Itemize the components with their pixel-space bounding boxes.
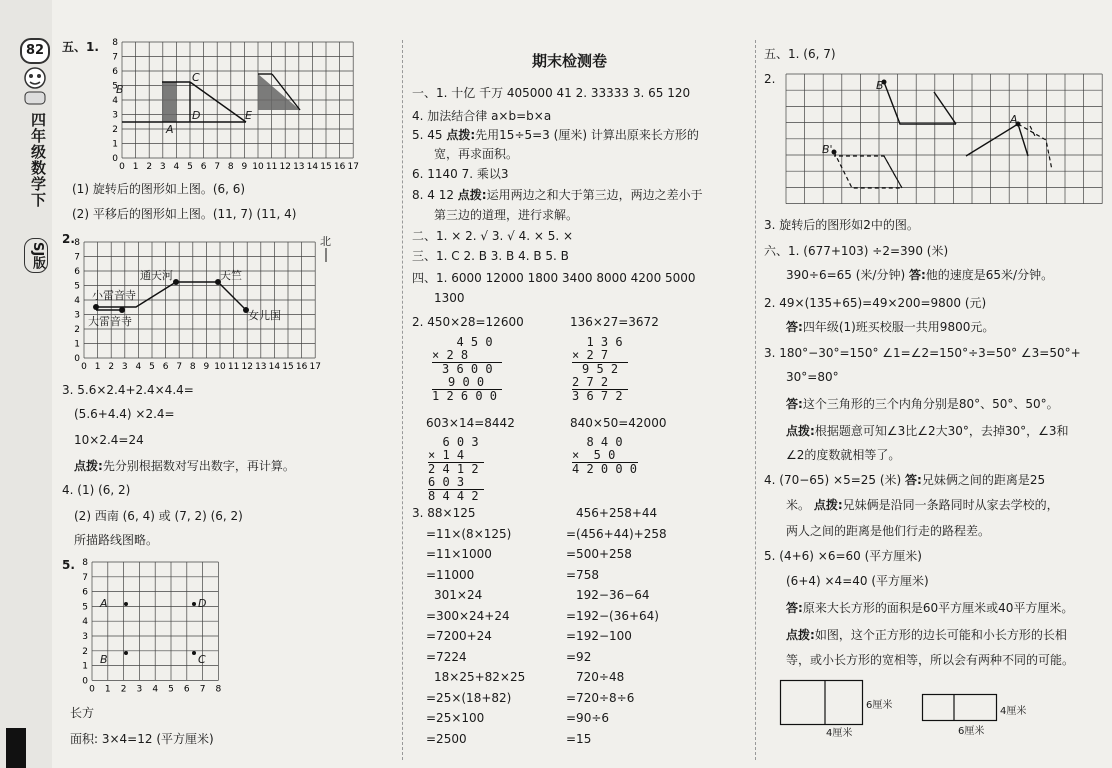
calc-d-row: × 5 0 [572,449,638,463]
right-line-6: 2. 49×(135+65)=49×200=9800 (元) [764,296,987,310]
calc-step: =15 [566,731,592,746]
grid-tick-label: 4 [74,296,80,306]
grid-tick-label: 17 [309,362,321,372]
grid-tick-label: 12 [279,162,291,172]
calc-c-title: 603×14=8442 [426,416,515,430]
grid-tick-label: 16 [333,162,346,172]
calc-step: =11×(8×125) [426,526,512,541]
grid-tick-label: 8 [189,362,196,372]
right-line-13-pre: 4. (70−65) ×5=25 (米) [764,473,906,487]
grid4-point-a: A [1010,113,1018,126]
grid-tick-label: 2 [108,362,115,372]
section-five-q1-label: 五、1. [62,40,99,54]
fig1-bottom-label: 4厘米 [826,728,853,739]
grid-tick-label: 7 [214,162,221,172]
right-line-14-post: 兄妹俩是沿同一条路同时从家去学校的， [842,498,1059,512]
grid-tick-label: 6 [183,684,190,695]
grid-tick-label: 5 [149,362,155,372]
mid-line-3-post: 先用15÷5=3 (厘米) 计算出原来长方形的 [475,128,699,142]
grid-tick-label: 8 [82,558,88,568]
grid-tick-label: 6 [112,67,118,77]
grid-tick-label: 5 [112,81,118,92]
q3-tip [74,459,295,474]
grid-tick-label: 11 [227,362,240,372]
mid-line-7: 第三边的道理，进行求解。 [434,208,579,222]
right-line-20: 等，或小长方形的宽相等，所以会有两种不同的可能。 [786,653,1075,667]
grid-tick-label: 5 [82,602,88,613]
grid-tick-label: 12 [241,362,253,372]
grid-tick-label: 6 [200,162,207,172]
grid-tick-label: 4 [112,96,118,106]
calc-step: =300×24+24 [426,608,510,623]
calc-step: =25×100 [426,711,485,725]
grid-tick-label: 15 [320,162,332,172]
right-line-7-ans: 答: [786,320,803,334]
q3-tip-text: 先分别根据数对写出数字，再计算。 [102,459,295,473]
grid-tick-label: 10 [214,362,226,372]
grid-tick-label: 4 [173,162,180,172]
grid-tick-label: 10 [252,162,264,172]
right-line-13 [764,473,1045,488]
calc-step: =(456+44)+258 [566,526,667,541]
rectangle-figure-1 [780,680,864,726]
q2-label: 2. [62,232,75,246]
calc-a-row: 1 2 6 0 0 [432,389,498,403]
grid-tick-label: 6 [82,587,88,598]
calc-d-row: 8 4 0 [572,435,623,449]
calc-step: 18×25+82×25 [434,670,526,684]
mid-line-2: 4. 加法结合律 a×b=b×a [412,109,552,123]
left-divider [402,40,403,760]
middle-column [404,0,754,768]
calc-step: =500+258 [566,547,632,561]
calc-step: =90÷6 [566,711,610,725]
right-line-7 [786,320,994,335]
rectangle-grid [74,556,244,696]
calc-a-row: 9 0 0 [432,376,502,390]
right-line-14-tip: 点拨: [813,498,843,512]
calc-step: =7200+24 [426,629,492,643]
mid-line-6 [412,188,703,203]
grid-tick-label: 0 [89,684,95,695]
map-label-daleiyinsi: 大雷音寺 [88,315,132,328]
calc-step: =92 [566,649,592,664]
mascot-logo-icon [20,64,50,108]
q3-line-2: (5.6+4.4) ×2.4= [74,407,175,421]
calc-a-row: × 2 8 [432,349,502,363]
grid-tick-label: 7 [112,52,118,63]
calc-step: 3. 88×125 [412,506,476,520]
right-line-14-pre: 米。 [786,498,814,512]
right-line-18 [786,601,1073,616]
route-map-grid [74,240,344,380]
q1-note-1: (1) 旋转后的图形如上图。(6, 6) [72,182,246,196]
grid-tick-label: 15 [282,362,294,372]
grid-tick-label: 3 [159,162,166,172]
right-line-19-post: 如图，这个正方形的边长可能和小长方形的长相 [814,628,1067,642]
map-label-nvrguo: 女儿国 [248,309,281,322]
grid-tick-label: 1 [74,339,80,350]
grid-tick-label: 17 [347,162,359,172]
map-label-tianzhu: 天竺 [220,269,242,282]
calc-step: 720÷48 [576,670,625,684]
mid-line-9: 三、1. C 2. B 3. B 4. B 5. B [412,249,569,263]
mid-line-3-tip: 点拨: [446,128,476,142]
q4-line-2: (2) 西南 (6, 4) 或 (7, 2) (6, 2) [74,509,243,523]
grid-tick-label: 3 [74,310,80,321]
grid-tick-label: 5 [74,281,80,292]
grid-tick-label: 3 [82,632,88,642]
fig2-side-label: 4厘米 [1000,706,1027,717]
grid-tick-label: 2 [120,684,127,695]
grid-tick-label: 4 [82,617,88,628]
right-line-11-tip: 点拨: [786,424,815,438]
calc-c-row: 6 0 3 [428,476,484,490]
calc-step: 192−36−64 [576,588,650,602]
mid-line-1: 一、1. 十亿 千万 405000 41 2. 33333 3. 65 120 [412,86,691,100]
spine-edition: SJ版 [24,238,48,273]
mid-line-6-pre: 8. 4 12 [412,188,458,202]
right-line-11 [786,424,1069,439]
calc-b-row: 1 3 6 [572,335,623,349]
grid3-point-d: D [198,597,207,610]
grid3-point-b: B [100,653,108,666]
right-line-10-post: 这个三角形的三个内角分别是80°、50°、50°。 [802,397,1059,411]
q3-line-3: 10×2.4=24 [74,433,144,447]
calc-c-row: × 1 4 [428,449,484,463]
calc-step: =7224 [426,649,467,664]
right-line-7-post: 四年级(1)班买校服一共用9800元。 [802,320,995,334]
calc-b-row: 9 5 2 [582,362,619,376]
grid-tick-label: 4 [152,684,159,695]
grid-tick-label: 1 [132,162,139,172]
q4-line-3: 所描路线图略。 [74,533,159,547]
grid1-point-d: D [192,109,201,122]
grid-tick-label: 6 [162,362,169,372]
grid-tick-label: 3 [112,110,118,121]
grid3-point-a: A [100,597,108,610]
right-line-10-ans: 答: [786,397,803,411]
calc-d-row: 4 2 0 0 0 [572,462,638,476]
map-label-tongtianhe: 通天河 [140,269,173,282]
calc-step: 456+258+44 [576,506,658,520]
right-divider [755,40,756,760]
grid-tick-label: 4 [135,362,142,372]
right-line-1: 五、1. (6, 7) [764,47,836,61]
calc-c-row: 8 4 4 2 [428,489,479,503]
grid3-point-c: C [198,653,206,666]
mid-line-3 [412,128,699,143]
page-number: 82 [20,38,50,64]
q1-note-2: (2) 平移后的图形如上图。(11, 7) (11, 4) [72,207,297,221]
fig1-side-label: 6厘米 [866,700,893,711]
mid-line-10: 四、1. 6000 12000 1800 3400 8000 4200 5000 [412,271,696,285]
grid-tick-label: 8 [112,38,118,48]
grid-tick-label: 2 [74,325,80,335]
translated-shape [258,74,300,110]
grid-tick-label: 0 [74,354,80,364]
map-label-xiaoleiyinsi: 小雷音寺 [92,289,136,302]
right-line-13-ans: 答: [905,473,922,487]
mid-line-8: 二、1. × 2. √ 3. √ 4. × 5. × [412,229,574,243]
q3-tip-label: 点拨: [74,459,103,473]
calc-a-title: 2. 450×28=12600 [412,315,524,329]
right-column [758,0,1112,768]
mid-line-6-post: 运用两边之和大于第三边，两边之差小于 [486,188,703,202]
right-line-4: 六、1. (677+103) ÷2=390 (米) [764,244,949,258]
grid-tick-label: 16 [295,362,308,372]
fig2-bottom-label: 6厘米 [958,726,985,737]
grid-tick-label: 1 [104,684,111,695]
grid-tick-label: 8 [74,238,80,248]
grid1-point-e: E [245,109,252,122]
grid-tick-label: 8 [215,684,222,695]
right-line-5-pre: 390÷6=65 (米/分钟) [786,268,909,282]
calc-d-title: 840×50=42000 [570,416,667,430]
grid-tick-label: 13 [293,162,305,172]
grid1-point-c: C [192,71,200,84]
calc-step: =2500 [426,731,467,746]
grid-tick-label: 9 [203,362,210,372]
grid-tick-label: 7 [199,684,206,695]
calc-c-row: 6 0 3 [428,435,479,449]
grid-tick-label: 7 [74,252,80,263]
spine-dark-block [6,728,26,768]
grid-tick-label: 13 [255,362,267,372]
q3-line-1: 3. 5.6×2.4+2.4×4.4= [62,383,194,397]
calc-b-row: × 2 7 [572,349,628,363]
right-line-17: (6+4) ×4=40 (平方厘米) [786,574,929,588]
right-line-18-post: 原来大长方形的面积是60平方厘米或40平方厘米。 [802,601,1074,615]
spine-title: 四年级数学下 [29,112,47,208]
mid-line-11: 1300 [434,291,465,305]
mid-line-5: 6. 1140 7. 乘以3 [412,167,509,181]
grid-tick-label: 0 [81,362,87,372]
calc-step: =25×(18+82) [426,690,512,705]
grid-tick-label: 1 [82,661,88,672]
right-line-5-ans: 答: [908,268,926,282]
grid-tick-label: 0 [112,154,118,164]
exam-title: 期末检测卷 [532,52,608,70]
grid-tick-label: 2 [146,162,153,172]
grid-tick-label: 3 [121,362,128,372]
right-line-16: 5. (4+6) ×6=60 (平方厘米) [764,549,922,563]
mid-line-4: 宽，再求面积。 [434,147,519,161]
grid-tick-label: 14 [268,362,281,372]
rotation-grid-right [786,72,1106,206]
left-column [52,0,397,768]
grid-tick-label: 7 [82,572,88,583]
grid4-point-b-prime: B' [822,143,833,156]
calc-step: =11×1000 [426,547,492,561]
right-line-2: 2. [764,72,776,86]
right-line-12: ∠2的度数就相等了。 [786,448,901,462]
mid-line-3-pre: 5. 45 [412,128,447,142]
grid1-point-b: B [116,83,124,96]
north-label: 北 [320,235,331,248]
grid-tick-label: 14 [306,162,319,172]
right-line-14 [786,498,1059,513]
right-line-5 [786,268,1053,283]
grid-tick-label: 9 [241,162,248,172]
grid-tick-label: 1 [94,362,101,372]
calc-step: =192−(36+64) [566,608,659,623]
calc-b-row: 3 6 7 2 [572,389,623,403]
right-line-10 [786,397,1059,412]
q5-area: 面积: 3×4=12 (平方厘米) [70,732,214,746]
grid-tick-label: 11 [265,162,278,172]
q5-shape: 长方 [70,706,95,720]
right-line-11-post: 根据题意可知∠3比∠2大30°，去掉30°，∠3和 [814,424,1069,438]
calc-step: =192−100 [566,629,632,643]
calc-c-row: 2 4 1 2 [428,462,479,476]
grid-tick-label: 0 [82,676,88,687]
calc-a-row: 3 6 0 0 [442,362,493,376]
calc-step: 301×24 [434,588,483,602]
grid-tick-label: 5 [187,162,193,172]
right-line-9: 30°=80° [786,370,839,384]
grid4-point-b: B [876,79,884,92]
grid-tick-label: 1 [112,139,118,150]
grid-tick-label: 3 [136,684,143,695]
book-spine [0,0,52,768]
right-line-3: 3. 旋转后的图形如2中的图。 [764,218,919,232]
q4-line-1: 4. (1) (6, 2) [62,483,131,497]
calc-step: =11000 [426,567,475,582]
right-line-13-post: 兄妹俩之间的距离是25 [921,473,1046,487]
q5-label: 5. [62,558,75,572]
right-line-5-post: 他的速度是65米/分钟。 [925,268,1054,282]
grid-tick-label: 2 [82,646,88,657]
mid-line-6-tip: 点拨: [457,188,487,202]
calc-b-row: 2 7 2 [572,376,628,390]
grid-tick-label: 0 [119,162,125,172]
grid1-point-a: A [166,123,174,136]
calc-step: =758 [566,567,599,582]
grid-tick-label: 8 [227,162,234,172]
rectangle-figure-2 [922,694,998,722]
grid-tick-label: 7 [176,362,183,372]
calc-a-row: 4 5 0 [442,335,493,349]
right-line-15: 两人之间的距离是他们行走的路程差。 [786,524,991,538]
calc-b-title: 136×27=3672 [570,315,659,329]
calc-step: =720÷8÷6 [566,690,635,705]
right-line-8: 3. 180°−30°=150° ∠1=∠2=150°÷3=50° ∠3=50°+ [764,346,1081,360]
right-line-19 [786,628,1067,643]
right-line-18-ans: 答: [786,601,803,615]
rotated-shape [162,82,176,122]
grid-tick-label: 5 [168,684,174,695]
grid-tick-label: 2 [112,125,118,135]
rotation-translation-grid [110,38,359,172]
right-line-19-tip: 点拨: [786,628,815,642]
grid-tick-label: 6 [74,267,80,277]
